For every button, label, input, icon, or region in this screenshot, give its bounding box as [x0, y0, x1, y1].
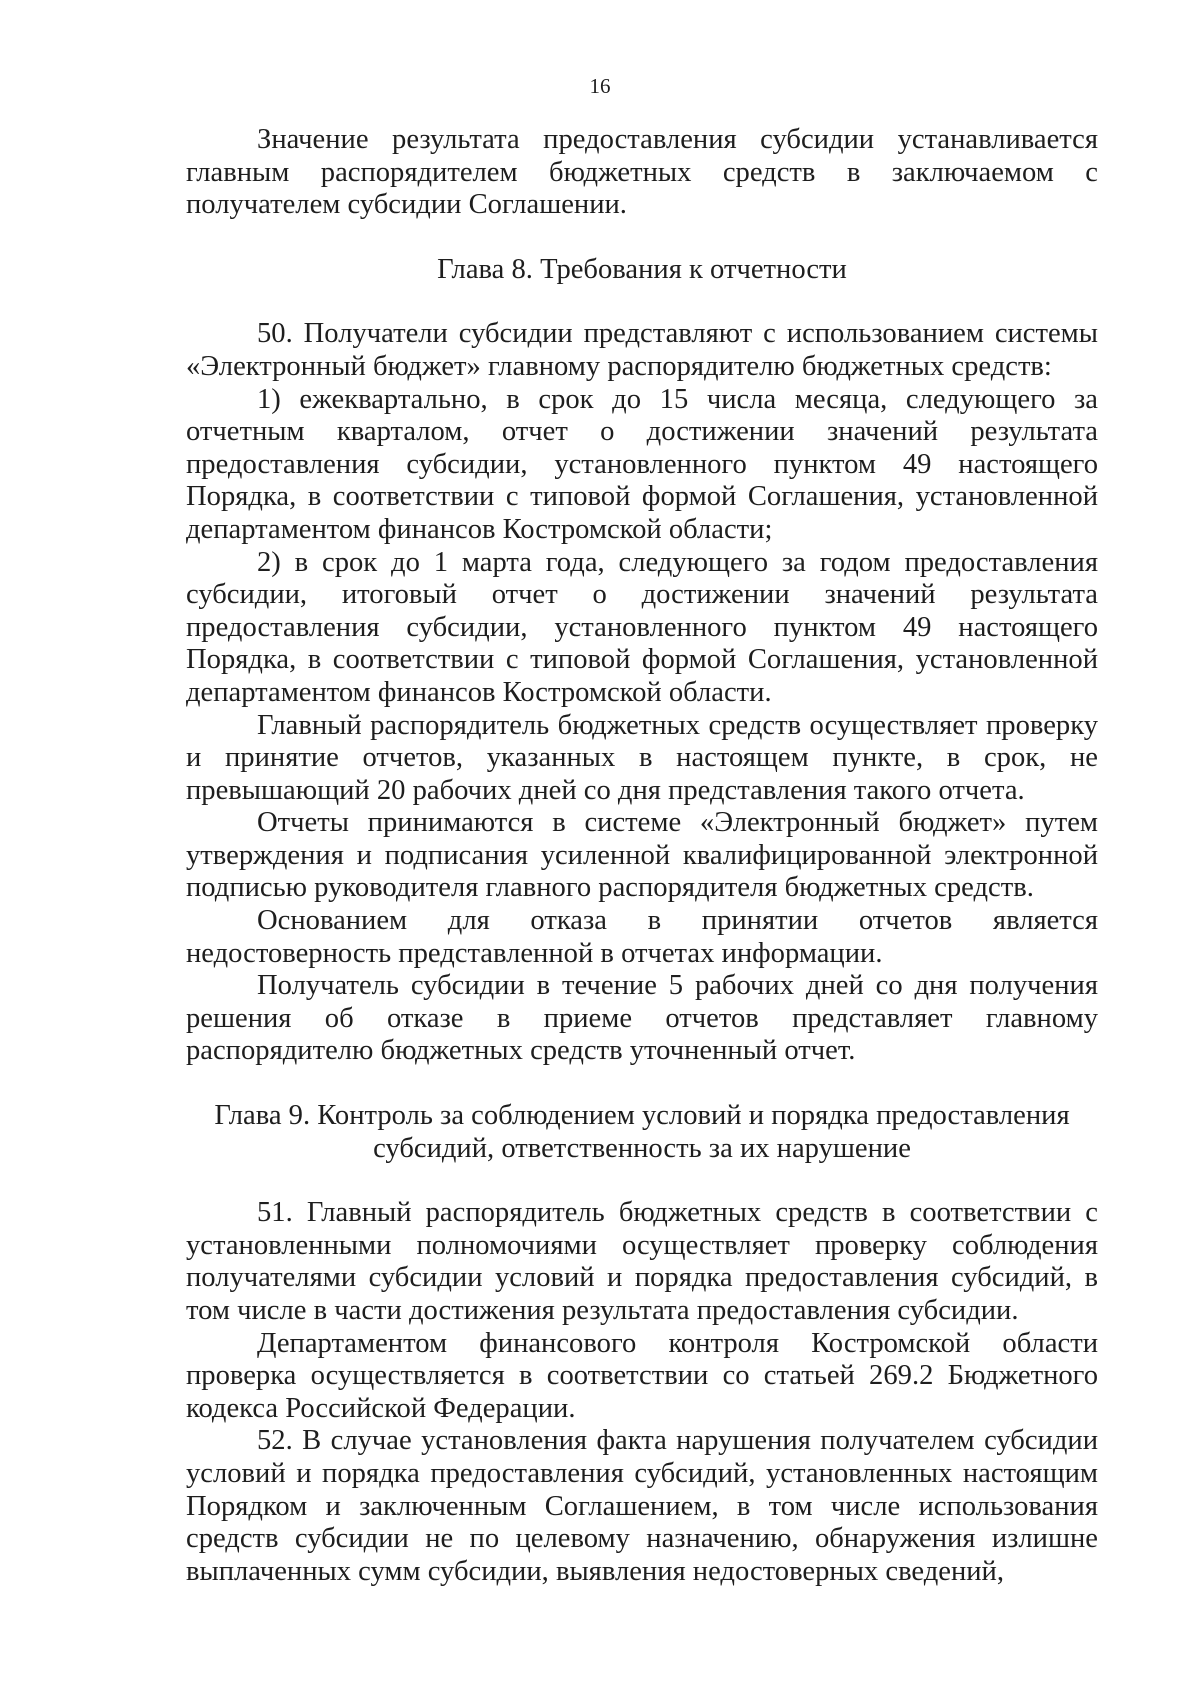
spacer [186, 286, 1098, 318]
chapter-9-heading-line-2: субсидий, ответственность за их нарушение [373, 1132, 911, 1164]
paragraph-51: 51. Главный распорядитель бюджетных средств в соответствии с установленными полномочиями осуществляет проверку соблюдения получателями субсидии условий и порядка предоставления субсидий, в том числе в части достижения результата предоставления субсидии. [186, 1197, 1098, 1326]
paragraph-52: 52. В случае установления факта нарушения получателем субсидии условий и порядка предоставления субсидий, установленных настоящим Порядком и заключенным Соглашением, в том числе использования средств субсидии не по целевому назначению, обнаружения излишне выплаченных сумм субсидии, выявления недостоверных сведений, [186, 1425, 1098, 1587]
paragraph-50-refusal-basis: Основанием для отказа в принятии отчетов является недостоверность представленной в отчетах информации. [186, 905, 1098, 969]
spacer [186, 222, 1098, 254]
chapter-8-heading: Глава 8. Требования к отчетности [437, 253, 847, 285]
paragraph-50-resubmission: Получатель субсидии в течение 5 рабочих дней со дня получения решения об отказе в приеме отчетов представляет главному распорядителю бюджетных средств уточненный отчет. [186, 970, 1098, 1067]
paragraph-51-financial-control: Департаментом финансового контроля Костромской области проверка осуществляется в соответствии со статьей 269.2 Бюджетного кодекса Российской Федерации. [186, 1327, 1098, 1424]
paragraph-50-review: Главный распорядитель бюджетных средств осуществляет проверку и принятие отчетов, указанных в настоящем пункте, в срок, не превышающий 20 рабочих дней со дня представления такого отчета. [186, 709, 1098, 806]
paragraph-result-value: Значение результата предоставления субсидии устанавливается главным распорядителем бюджетных средств в заключаемом с получателем субсидии Соглашении. [186, 124, 1098, 221]
page-number: 16 [589, 74, 611, 98]
paragraph-50: 50. Получатели субсидии представляют с использованием системы «Электронный бюджет» главному распорядителю бюджетных средств: [186, 318, 1098, 382]
chapter-9-heading-line-1: Глава 9. Контроль за соблюдением условий и порядка предоставления [214, 1100, 1070, 1132]
document-body [186, 124, 1098, 1588]
paragraph-50-item-1: 1) ежеквартально, в срок до 15 числа месяца, следующего за отчетным кварталом, отчет о достижении значений результата предоставления субсидии, установленного пунктом 49 настоящего Порядка, в соответствии с типовой формой Соглашения, установленной департаментом финансов Костромской области; [186, 383, 1098, 545]
paragraph-50-item-2: 2) в срок до 1 марта года, следующего за годом предоставления субсидии, итоговый отчет о достижении значений результата предоставления субсидии, установленного пунктом 49 настоящего Порядка, в соответствии с типовой формой Соглашения, установленной департаментом финансов Костромской области. [186, 546, 1098, 708]
spacer [186, 1165, 1098, 1197]
spacer [186, 1068, 1098, 1100]
paragraph-50-acceptance: Отчеты принимаются в системе «Электронный бюджет» путем утверждения и подписания усиленной квалифицированной электронной подписью руководителя главного распорядителя бюджетных средств. [186, 807, 1098, 904]
